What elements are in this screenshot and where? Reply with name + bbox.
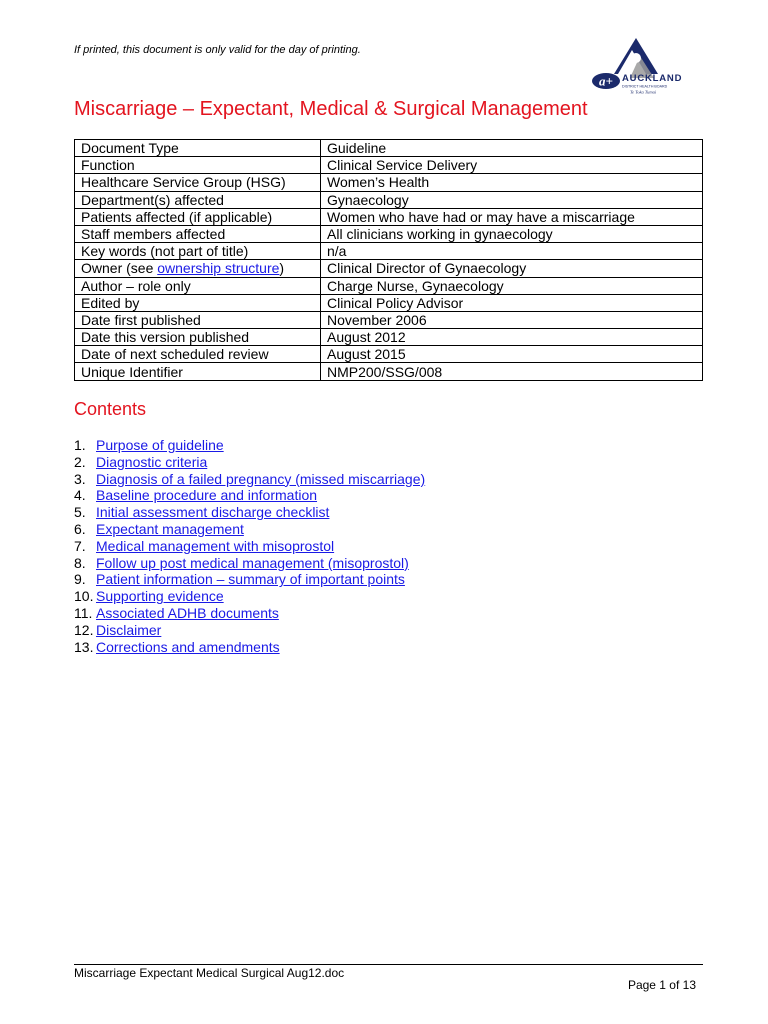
- metadata-key: Healthcare Service Group (HSG): [75, 174, 321, 191]
- table-row: [75, 346, 703, 363]
- metadata-value: Women who have had or may have a miscarriage: [321, 208, 703, 225]
- table-row: [75, 311, 703, 328]
- metadata-value: August 2015: [321, 346, 703, 363]
- contents-heading: Contents: [74, 399, 147, 419]
- contents-item-number: 8.: [74, 554, 86, 571]
- metadata-key: Edited by: [75, 294, 321, 311]
- table-row: [75, 157, 703, 174]
- metadata-key: Department(s) affected: [75, 191, 321, 208]
- metadata-value: Women’s Health: [321, 174, 703, 191]
- table-row: [75, 208, 703, 225]
- metadata-value: All clinicians working in gynaecology: [321, 225, 703, 242]
- metadata-key: Patients affected (if applicable): [75, 208, 321, 225]
- document-metadata-table: [74, 139, 703, 381]
- contents-item-number: 4.: [74, 487, 86, 504]
- footer-divider: [74, 964, 703, 965]
- contents-item-number: 5.: [74, 504, 86, 521]
- metadata-key: Date this version published: [75, 329, 321, 346]
- footer-page-number: Page 1 of 13: [627, 978, 696, 992]
- table-row: [75, 277, 703, 294]
- logo-mark-text: a+: [599, 73, 613, 89]
- metadata-value: NMP200/SSG/008: [321, 363, 703, 380]
- contents-item: [74, 437, 425, 454]
- table-row: [75, 363, 703, 380]
- contents-item-link[interactable]: Associated ADHB documents: [96, 604, 279, 621]
- contents-item-number: 3.: [74, 470, 86, 487]
- logo-subtitle: DISTRICT HEALTH BOARD: [622, 84, 668, 89]
- contents-item: [74, 639, 425, 656]
- contents-item-link[interactable]: Diagnosis of a failed pregnancy (missed miscarriage): [96, 470, 426, 487]
- metadata-key: Author – role only: [75, 277, 321, 294]
- contents-item-link[interactable]: Baseline procedure and information: [96, 487, 318, 504]
- contents-item-number: 10.: [74, 588, 94, 605]
- contents-item-number: 1.: [74, 437, 86, 453]
- table-row: [75, 225, 703, 242]
- contents-item: [74, 571, 425, 588]
- contents-item: [74, 454, 425, 471]
- contents-item-link[interactable]: Corrections and amendments: [96, 638, 280, 655]
- contents-item-number: 7.: [74, 537, 86, 554]
- contents-item: [74, 471, 425, 488]
- contents-item: [74, 605, 425, 622]
- table-row: [75, 243, 703, 260]
- contents-item-number: 9.: [74, 571, 86, 588]
- metadata-value: Clinical Director of Gynaecology: [321, 260, 703, 277]
- contents-item: [74, 555, 425, 572]
- logo-name: AUCKLAND: [622, 73, 683, 84]
- contents-item-link[interactable]: Expectant management: [96, 520, 244, 537]
- metadata-value: Guideline: [321, 140, 703, 157]
- contents-item-link[interactable]: Diagnostic criteria: [96, 453, 208, 470]
- metadata-value: Clinical Policy Advisor: [321, 294, 703, 311]
- contents-item: [74, 487, 425, 504]
- metadata-value: n/a: [321, 243, 703, 260]
- table-row: [75, 329, 703, 346]
- contents-item: [74, 622, 425, 639]
- contents-item: [74, 504, 425, 521]
- adhb-logo-mark: [590, 36, 700, 98]
- metadata-key: Key words (not part of title): [75, 243, 321, 260]
- table-row: [75, 174, 703, 191]
- contents-item-link[interactable]: Patient information – summary of important points: [96, 571, 405, 588]
- metadata-key: Staff members affected: [75, 225, 321, 242]
- table-row: [75, 294, 703, 311]
- metadata-key-prefix: Owner (see: [81, 260, 158, 277]
- contents-item-link[interactable]: Purpose of guideline: [96, 437, 224, 453]
- metadata-value: November 2006: [321, 311, 703, 328]
- table-row: [75, 140, 703, 157]
- metadata-value: Charge Nurse, Gynaecology: [321, 277, 703, 294]
- metadata-key: Date first published: [75, 311, 321, 328]
- adhb-logo: [590, 36, 700, 98]
- metadata-key: [75, 260, 321, 277]
- contents-item: [74, 521, 425, 538]
- table-row: [75, 260, 703, 277]
- contents-item-number: 6.: [74, 520, 86, 537]
- metadata-value: Gynaecology: [321, 191, 703, 208]
- table-row: [75, 191, 703, 208]
- metadata-key: Function: [75, 157, 321, 174]
- contents-item-link[interactable]: Medical management with misoprostol: [96, 537, 335, 554]
- document-title: Miscarriage – Expectant, Medical & Surgical Management: [74, 98, 588, 120]
- contents-item-number: 13.: [74, 638, 94, 655]
- contents-item-number: 2.: [74, 453, 86, 470]
- contents-item-link[interactable]: Initial assessment discharge checklist: [96, 504, 330, 521]
- metadata-key: Document Type: [75, 140, 321, 157]
- metadata-value: Clinical Service Delivery: [321, 157, 703, 174]
- contents-item: [74, 538, 425, 555]
- contents-item-link[interactable]: Disclaimer: [96, 621, 162, 638]
- contents-item-number: 11.: [74, 604, 93, 621]
- metadata-key: Unique Identifier: [75, 363, 321, 380]
- contents-item-number: 12.: [74, 621, 94, 638]
- ownership-structure-link[interactable]: ownership structure: [157, 260, 280, 277]
- metadata-key: Date of next scheduled review: [75, 346, 321, 363]
- footer-document-name: Miscarriage Expectant Medical Surgical Aug12.doc: [74, 966, 345, 980]
- table-of-contents: [74, 437, 425, 655]
- print-validity-note: If printed, this document is only valid for the day of printing.: [74, 44, 361, 56]
- contents-item-link[interactable]: Follow up post medical management (misoprostol): [96, 554, 409, 571]
- contents-item-link[interactable]: Supporting evidence: [96, 588, 224, 605]
- logo-tagline: Te Toka Tumai: [630, 89, 657, 95]
- metadata-value: August 2012: [321, 329, 703, 346]
- contents-item: [74, 588, 425, 605]
- metadata-key-suffix: ): [279, 260, 285, 277]
